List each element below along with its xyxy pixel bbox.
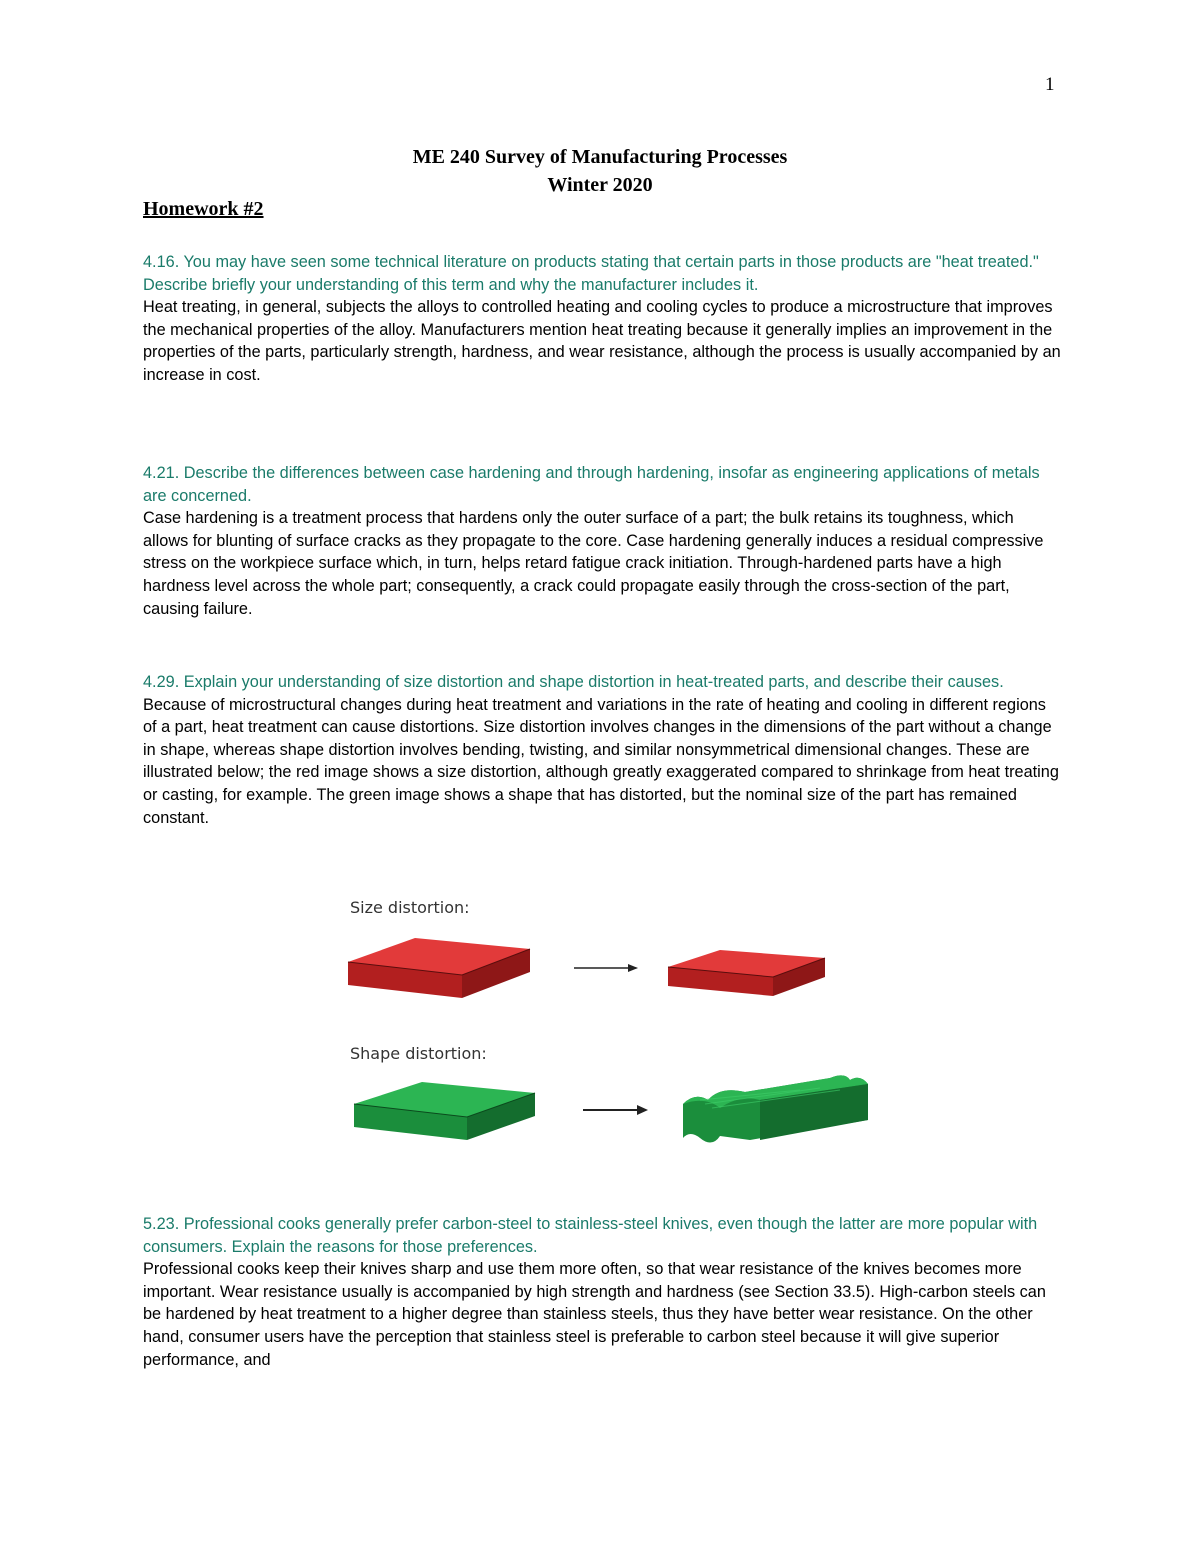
question-text: 4.16. You may have seen some technical literature on products stating that certain parts in those products are "heat treated." Describe briefly your understanding of this term and why the manufacturer includes it. bbox=[143, 253, 1039, 294]
shape-arrow-icon bbox=[583, 1105, 648, 1115]
answer-text: Because of microstructural changes during heat treatment and variations in the rate of heating and cooling in different regions of a part, heat treatment can cause distortions. Size distortion involves changes in the dimensions of the part without a change in shape, whereas shape distortion involves bending, twisting, and similar nonsymmetrical dimensional changes. These are illustrated below; the red image shows a size distortion, although greatly exaggerated compared to shrinkage from heat treating or casting, for example. The green image shows a shape that has distorted, but the nominal size of the part has remained constant. bbox=[143, 695, 1059, 827]
question-text: 4.21. Describe the differences between case hardening and through hardening, insofar as engineering applications of metals are concerned. bbox=[143, 464, 1040, 505]
size-distortion-label: Size distortion: bbox=[350, 898, 470, 917]
answer-text: Professional cooks keep their knives sharp and use them more often, so that wear resistance of the knives becomes more important. Wear resistance usually is accompanied by high strength and hardness (see Section 33.5). High-carbon steels can be hardened by heat treatment to a higher degree than stainless steels, thus they have better wear resistance. On the other hand, consumer users have the perception that stainless steel is preferable to carbon steel because it will give superior performance, and bbox=[143, 1260, 1046, 1369]
homework-heading: Homework #2 bbox=[143, 198, 264, 220]
red-block-distorted bbox=[668, 950, 825, 996]
shape-distortion-label: Shape distortion: bbox=[350, 1044, 487, 1063]
size-arrow-icon bbox=[574, 964, 638, 972]
course-title: ME 240 Survey of Manufacturing Processes bbox=[412, 146, 788, 168]
question-text: 5.23. Professional cooks generally prefer carbon-steel to stainless-steel knives, even though the latter are more popular with consumers. Explain the reasons for those preferences. bbox=[143, 1215, 1038, 1256]
answer-text: Case hardening is a treatment process that hardens only the outer surface of a part; the bulk retains its toughness, which allows for blunting of surface cracks as they propagate to the core. Case hardening generally induces a residual compressive stress on the workpiece surface which, in turn, helps retard fatigue crack initiation. Through-hardened parts have a high hardness level across the whole part; consequently, a crack could propagate easily through the cross-section of the part, causing failure. bbox=[143, 509, 1044, 618]
green-block-distorted bbox=[683, 1075, 868, 1142]
page-number: 1 bbox=[1045, 74, 1055, 95]
term-title: Winter 2020 bbox=[547, 174, 653, 196]
question-text: 4.29. Explain your understanding of size distortion and shape distortion in heat-treated parts, and describe their causes. bbox=[143, 673, 1004, 691]
question-block-5-23 bbox=[143, 1213, 1063, 1371]
answer-text: Heat treating, in general, subjects the alloys to controlled heating and cooling cycles to produce a microstructure that improves the mechanical properties of the alloy. Manufacturers mention heat treating because it generally implies an improvement in the properties of the parts, particularly strength, hardness, and wear resistance, although the process is usually accompanied by an increase in cost. bbox=[143, 298, 1061, 384]
red-block-original bbox=[348, 938, 530, 998]
green-block-original bbox=[354, 1082, 535, 1140]
